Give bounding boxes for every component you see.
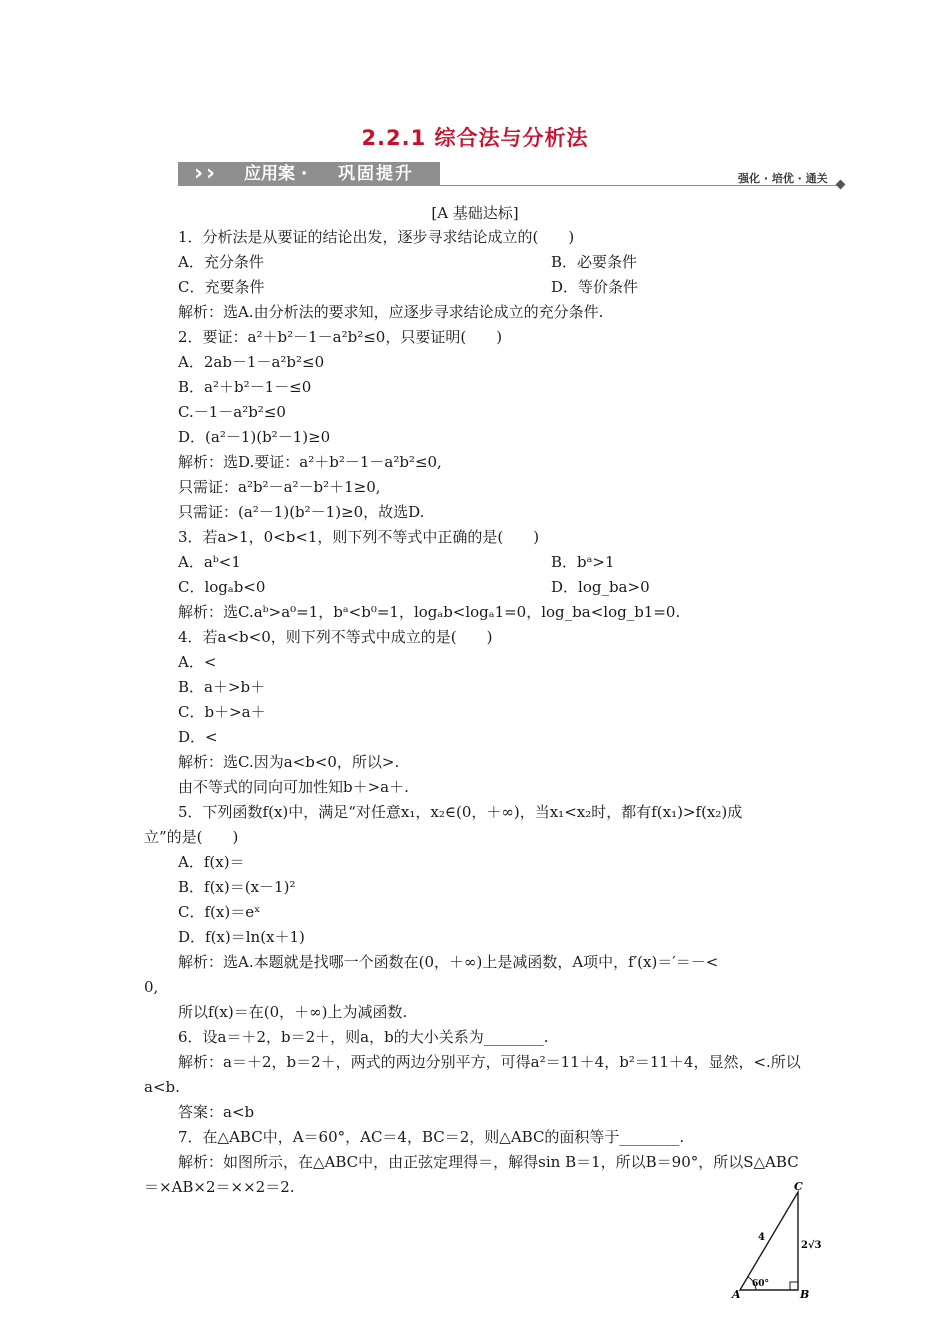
text-line: 解析：选C.因为a<b<0，所以>. xyxy=(178,753,400,771)
text-line: 所以f(x)＝在(0，＋∞)上为减函数. xyxy=(178,1003,408,1021)
text-line: B．a＋>b＋ xyxy=(178,678,266,696)
text-line: A．f(x)＝ xyxy=(178,853,245,871)
text-line: 解析：选C.aᵇ>a⁰=1，bᵃ<b⁰=1，logₐb<logₐ1=0，log_ba<log_b1=0. xyxy=(178,603,681,621)
text-line: 只需证：a²b²－a²－b²＋1≥0, xyxy=(178,478,381,496)
text-line: 由不等式的同向可加性知b＋>a＋. xyxy=(178,778,409,796)
vertex-c-label: C xyxy=(794,1182,803,1193)
text-line: ＝×AB×2＝××2＝2. xyxy=(144,1178,295,1196)
text-line: D．(a²－1)(b²－1)≥0 xyxy=(178,428,331,446)
text-line: 答案：a<b xyxy=(178,1103,255,1121)
text-line: A．充分条件 xyxy=(178,253,264,271)
page-title: 2.2.1 综合法与分析法 xyxy=(361,126,589,150)
text-line: B．f(x)＝(x－1)² xyxy=(178,878,296,896)
text-line: C．f(x)＝eˣ xyxy=(178,903,261,921)
banner-tagline: 强化 · 培优 · 通关 xyxy=(738,172,828,185)
text-line: C.－1－a²b²≤0 xyxy=(178,403,286,421)
text-line: B．bᵃ>1 xyxy=(551,553,615,571)
text-line: 解析：a＝＋2，b＝2＋，两式的两边分别平方，可得a²＝11＋4，b²＝11＋4，显然，<.所以 xyxy=(178,1053,801,1071)
banner-label: 应用案 · xyxy=(244,164,308,184)
text-line: C．logₐb<0 xyxy=(178,578,266,596)
vertex-a-label: A xyxy=(732,1288,741,1301)
text-line: C．b＋>a＋ xyxy=(178,703,266,721)
side-ac-label: 4 xyxy=(758,1232,765,1243)
chevron-right-icon: › xyxy=(194,161,204,186)
section-banner xyxy=(178,160,848,190)
text-line: D．f(x)＝ln(x＋1) xyxy=(178,928,305,946)
vertex-b-label: B xyxy=(800,1288,810,1301)
text-line: 7．在△ABC中，A＝60°，AC＝4，BC＝2，则△ABC的面积等于________. xyxy=(178,1128,685,1146)
side-bc-label: 2√3 xyxy=(801,1240,822,1251)
text-line: C．充要条件 xyxy=(178,278,265,296)
text-line: 解析：选A.由分析法的要求知，应逐步寻求结论成立的充分条件. xyxy=(178,303,604,321)
right-angle-mark xyxy=(790,1282,798,1290)
section-heading: [A 基础达标] xyxy=(431,204,519,222)
text-line: 2．要证：a²＋b²－1－a²b²≤0，只要证明( ) xyxy=(178,328,503,346)
text-line: 4．若a<b<0，则下列不等式中成立的是( ) xyxy=(178,628,493,646)
text-line: 0, xyxy=(144,978,159,996)
angle-a-label: 60° xyxy=(752,1279,770,1289)
text-line: A．aᵇ<1 xyxy=(178,553,241,571)
text-line: A．2ab－1－a²b²≤0 xyxy=(178,353,325,371)
triangle-abc xyxy=(740,1192,798,1290)
triangle-figure xyxy=(730,1182,840,1302)
text-line: D．log_ba>0 xyxy=(551,578,650,596)
text-line: D．等价条件 xyxy=(551,278,639,296)
text-line: B．必要条件 xyxy=(551,253,638,271)
text-line: D．< xyxy=(178,728,218,746)
text-line: 6．设a＝＋2，b＝2＋，则a，b的大小关系为________. xyxy=(178,1028,549,1046)
text-line: 解析：选D.要证：a²＋b²－1－a²b²≤0, xyxy=(178,453,442,471)
text-line: A．< xyxy=(178,653,217,671)
text-line: a<b. xyxy=(144,1078,180,1096)
diamond-icon xyxy=(836,180,846,190)
text-line: 解析：如图所示，在△ABC中，由正弦定理得＝，解得sin B＝1，所以B＝90°，所以S△ABC xyxy=(178,1153,799,1171)
banner-label-bold: 巩固提升 xyxy=(338,164,414,184)
chevron-right-icon: › xyxy=(206,161,216,186)
text-line: 只需证：(a²－1)(b²－1)≥0，故选D. xyxy=(178,503,425,521)
text-line: B．a²＋b²－1－≤0 xyxy=(178,378,312,396)
text-line: 立”的是( ) xyxy=(144,828,239,846)
text-line: 3．若a>1，0<b<1，则下列不等式中正确的是( ) xyxy=(178,528,540,546)
text-line: 1．分析法是从要证的结论出发，逐步寻求结论成立的( ) xyxy=(178,228,575,246)
text-line: 5．下列函数f(x)中，满足“对任意x₁，x₂∈(0，＋∞)，当x₁<x₂时，都有f(x₁)>f(x₂)成 xyxy=(178,803,743,821)
text-line: 解析：选A.本题就是找哪一个函数在(0，＋∞)上是减函数，A项中，f′(x)＝′＝－< xyxy=(178,953,719,971)
